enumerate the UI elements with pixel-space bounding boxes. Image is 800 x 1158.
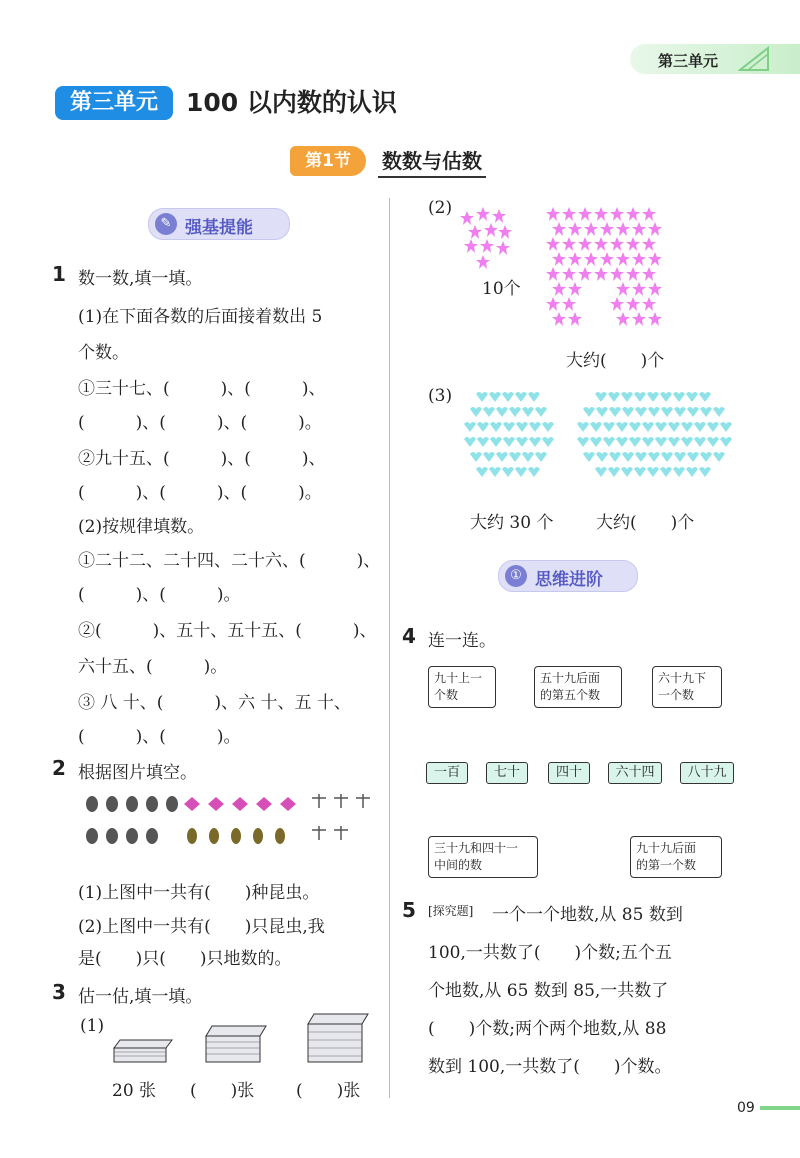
star-mark xyxy=(648,282,662,296)
heart-mark xyxy=(616,422,628,432)
star-mark xyxy=(464,239,478,253)
q1-l5b: ( )、( )。 xyxy=(78,727,241,747)
star-mark xyxy=(562,267,576,281)
q4-mid-box-0[interactable]: 一百 xyxy=(426,762,468,784)
heart-mark xyxy=(629,437,641,447)
heart-mark xyxy=(707,437,719,447)
heart-mark xyxy=(522,407,534,417)
heart-mark xyxy=(496,407,508,417)
heart-mark xyxy=(686,392,698,402)
q1-p1-a: (1)在下面各数的后面接着数出 5 xyxy=(78,307,323,327)
star-mark xyxy=(578,207,592,221)
heart-mark xyxy=(464,437,476,447)
heart-mark xyxy=(648,452,660,462)
q3-p1-label-2: ( )张 xyxy=(296,1081,361,1101)
heart-mark xyxy=(660,467,672,477)
q4-mid-box-3[interactable]: 六十四 xyxy=(608,762,662,784)
star-mark xyxy=(552,312,566,326)
heart-mark xyxy=(529,422,541,432)
page-bar xyxy=(760,1106,800,1110)
q5-tag: [探究题] xyxy=(428,904,474,918)
heart-mark xyxy=(522,452,534,462)
heart-mark xyxy=(634,392,646,402)
q4-bottom-box-1[interactable]: 九十九后面 的第一个数 xyxy=(630,836,722,878)
heart-mark xyxy=(694,437,706,447)
heart-mark xyxy=(699,467,711,477)
heart-mark xyxy=(609,407,621,417)
unit-tab-label: 第三单元 xyxy=(658,52,719,70)
q1-l3b: ( )、( )。 xyxy=(78,585,241,605)
heart-mark xyxy=(681,422,693,432)
heart-mark xyxy=(707,422,719,432)
star-mark xyxy=(552,222,566,236)
star-mark xyxy=(626,237,640,251)
page-number: 09 xyxy=(737,1100,755,1116)
q2-number: 2 xyxy=(52,756,66,780)
heart-mark xyxy=(694,422,706,432)
heart-mark xyxy=(674,407,686,417)
section-badge: 第1节 xyxy=(290,146,366,176)
heart-mark xyxy=(608,467,620,477)
star-mark xyxy=(584,252,598,266)
heart-mark xyxy=(502,467,514,477)
heart-mark xyxy=(583,452,595,462)
star-mark xyxy=(616,222,630,236)
heart-mark xyxy=(595,467,607,477)
star-mark xyxy=(492,209,506,223)
pill-basic xyxy=(148,208,290,240)
star-mark xyxy=(476,207,490,221)
heart-mark xyxy=(470,452,482,462)
q3-p2-ask: 大约( )个 xyxy=(566,351,665,371)
heart-mark xyxy=(720,422,732,432)
heart-mark xyxy=(502,392,514,402)
q5-l5: 数到 100,一共数了( )个数。 xyxy=(428,1057,672,1077)
heart-mark xyxy=(668,422,680,432)
q1-p1-b: 个数。 xyxy=(78,343,129,363)
heart-mark xyxy=(516,422,528,432)
q3-p3-ask: 大约( )个 xyxy=(596,513,695,533)
heart-mark xyxy=(528,467,540,477)
heart-mark xyxy=(681,437,693,447)
heart-mark xyxy=(603,437,615,447)
heart-mark xyxy=(476,467,488,477)
heart-mark xyxy=(483,407,495,417)
heart-mark xyxy=(503,437,515,447)
star-mark xyxy=(468,225,482,239)
star-mark xyxy=(594,207,608,221)
heart-mark xyxy=(535,452,547,462)
heart-mark xyxy=(713,407,725,417)
q4-top-box-2[interactable]: 六十九下 一个数 xyxy=(652,666,722,708)
heart-mark xyxy=(509,452,521,462)
pencil-icon: ✎ xyxy=(155,213,177,235)
star-mark xyxy=(546,297,560,311)
star-mark xyxy=(600,222,614,236)
section-title: 数数与估数 xyxy=(378,146,486,178)
star-mark xyxy=(632,252,646,266)
q1-l2b: ( )、( )、( )。 xyxy=(78,483,322,503)
heart-mark xyxy=(660,392,672,402)
heart-mark xyxy=(470,407,482,417)
unit-tab xyxy=(630,44,800,74)
heart-mark xyxy=(647,392,659,402)
q1-l1b: ( )、( )、( )。 xyxy=(78,413,322,433)
heart-mark xyxy=(668,437,680,447)
star-mark xyxy=(600,252,614,266)
star-mark xyxy=(552,252,566,266)
star-mark xyxy=(632,282,646,296)
star-mark xyxy=(578,267,592,281)
star-mark xyxy=(552,282,566,296)
star-mark xyxy=(626,297,640,311)
heart-mark xyxy=(648,407,660,417)
heart-mark xyxy=(700,407,712,417)
q2-title: 根据图片填空。 xyxy=(78,763,197,783)
heart-mark xyxy=(713,452,725,462)
heart-mark xyxy=(720,437,732,447)
star-mark xyxy=(648,222,662,236)
heart-mark xyxy=(635,452,647,462)
heart-mark xyxy=(687,407,699,417)
heart-mark xyxy=(635,407,647,417)
star-mark xyxy=(594,237,608,251)
star-mark xyxy=(476,255,490,269)
heart-mark xyxy=(477,422,489,432)
heart-mark xyxy=(596,407,608,417)
star-mark xyxy=(642,297,656,311)
star-mark xyxy=(610,297,624,311)
heart-mark xyxy=(490,422,502,432)
heart-mark xyxy=(622,407,634,417)
star-mark xyxy=(546,267,560,281)
heart-mark xyxy=(542,422,554,432)
q1-p2: (2)按规律填数。 xyxy=(78,517,205,537)
heart-mark xyxy=(476,392,488,402)
heart-mark xyxy=(687,452,699,462)
q3-p1-label-0: 20 张 xyxy=(112,1081,157,1101)
q1-l4b: 六十五、( )。 xyxy=(78,657,228,677)
q3-p1: (1) xyxy=(80,1016,105,1036)
q5-l3: 个地数,从 65 数到 85,一共数了 xyxy=(428,981,669,1001)
heart-mark xyxy=(596,452,608,462)
heart-mark xyxy=(483,452,495,462)
q1-l1a: ①三十七、( )、( )、 xyxy=(78,379,326,399)
medal-icon: ① xyxy=(505,565,527,587)
q1-title: 数一数,填一填。 xyxy=(78,269,203,289)
stars-image xyxy=(455,198,675,330)
heart-mark xyxy=(577,437,589,447)
q1-l5a: ③ 八 十、( )、六 十、五 十、 xyxy=(78,693,351,713)
star-mark xyxy=(496,241,510,255)
star-mark xyxy=(562,237,576,251)
star-mark xyxy=(642,207,656,221)
pill-advanced-label: 思维进阶 xyxy=(535,570,603,590)
pill-advanced xyxy=(498,560,638,592)
unit-badge: 第三单元 xyxy=(55,86,173,120)
heart-mark xyxy=(629,422,641,432)
q4-top-box-0[interactable]: 九十上一 个数 xyxy=(428,666,496,708)
pill-basic-label: 强基提能 xyxy=(185,218,253,238)
hearts-image xyxy=(455,388,745,488)
insects-image xyxy=(80,790,380,856)
star-mark xyxy=(626,267,640,281)
heart-mark xyxy=(661,452,673,462)
star-mark xyxy=(610,237,624,251)
heart-mark xyxy=(642,422,654,432)
heart-mark xyxy=(515,467,527,477)
star-mark xyxy=(648,252,662,266)
q3-p3: (3) xyxy=(428,386,453,406)
star-mark xyxy=(616,252,630,266)
heart-mark xyxy=(673,392,685,402)
heart-mark xyxy=(496,452,508,462)
q1-l2a: ②九十五、( )、( )、 xyxy=(78,449,326,469)
q4-mid-box-1[interactable]: 七十 xyxy=(486,762,528,784)
heart-mark xyxy=(603,422,615,432)
q4-number: 4 xyxy=(402,624,416,648)
q3-p1-label-1: ( )张 xyxy=(190,1081,255,1101)
column-divider xyxy=(389,198,390,1098)
heart-mark xyxy=(622,452,634,462)
q4-title: 连一连。 xyxy=(428,631,496,651)
heart-mark xyxy=(535,407,547,417)
heart-mark xyxy=(583,407,595,417)
heart-mark xyxy=(490,437,502,447)
heart-mark xyxy=(686,467,698,477)
star-mark xyxy=(584,222,598,236)
heart-mark xyxy=(516,437,528,447)
heart-mark xyxy=(489,467,501,477)
star-mark xyxy=(594,267,608,281)
star-mark xyxy=(498,225,512,239)
star-mark xyxy=(480,239,494,253)
heart-mark xyxy=(590,437,602,447)
star-mark xyxy=(642,237,656,251)
heart-mark xyxy=(609,452,621,462)
heart-mark xyxy=(699,392,711,402)
heart-mark xyxy=(700,452,712,462)
heart-mark xyxy=(621,467,633,477)
star-mark xyxy=(610,267,624,281)
heart-mark xyxy=(608,392,620,402)
q5-l1: 一个一个地数,从 85 数到 xyxy=(492,905,683,925)
heart-mark xyxy=(590,422,602,432)
q1-number: 1 xyxy=(52,262,66,286)
q1-l3a: ①二十二、二十四、二十六、( )、 xyxy=(78,551,381,571)
heart-mark xyxy=(529,437,541,447)
star-mark xyxy=(648,312,662,326)
star-mark xyxy=(546,207,560,221)
heart-mark xyxy=(673,467,685,477)
star-mark xyxy=(626,207,640,221)
heart-mark xyxy=(674,452,686,462)
heart-mark xyxy=(477,437,489,447)
heart-mark xyxy=(595,392,607,402)
star-mark xyxy=(546,237,560,251)
q3-p2: (2) xyxy=(428,198,453,218)
heart-mark xyxy=(655,437,667,447)
paper-stacks-image xyxy=(110,1010,370,1066)
star-mark xyxy=(568,252,582,266)
heart-mark xyxy=(642,437,654,447)
heart-mark xyxy=(528,392,540,402)
heart-mark xyxy=(655,422,667,432)
heart-mark xyxy=(464,422,476,432)
star-mark xyxy=(568,312,582,326)
q5-number: 5 xyxy=(402,898,416,922)
heart-mark xyxy=(661,407,673,417)
star-mark xyxy=(484,223,498,237)
q5-l2: 100,一共数了( )个数;五个五 xyxy=(428,943,672,963)
star-mark xyxy=(562,297,576,311)
unit-title: 100 以内数的认识 xyxy=(186,88,397,117)
star-mark xyxy=(642,267,656,281)
heart-mark xyxy=(634,467,646,477)
q2-b2: 是( )只( )只地数的。 xyxy=(78,949,292,969)
q4-top-box-1[interactable]: 五十九后面 的第五个数 xyxy=(534,666,622,708)
star-mark xyxy=(568,222,582,236)
heart-mark xyxy=(489,392,501,402)
heart-mark xyxy=(616,437,628,447)
q4-bottom-box-0[interactable]: 三十九和四十一 中间的数 xyxy=(428,836,538,878)
triangle-ruler-icon xyxy=(738,46,772,72)
q3-number: 3 xyxy=(52,980,66,1004)
star-mark xyxy=(616,312,630,326)
q4-mid-box-2[interactable]: 四十 xyxy=(548,762,590,784)
heart-mark xyxy=(503,422,515,432)
heart-mark xyxy=(577,422,589,432)
q3-p2-known: 10个 xyxy=(482,279,521,299)
star-mark xyxy=(632,312,646,326)
star-mark xyxy=(610,207,624,221)
q2-b1: (2)上图中一共有( )只昆虫,我 xyxy=(78,917,325,937)
star-mark xyxy=(568,282,582,296)
heart-mark xyxy=(542,437,554,447)
star-mark xyxy=(578,237,592,251)
star-mark xyxy=(460,211,474,225)
q4-mid-box-4[interactable]: 八十九 xyxy=(680,762,734,784)
q2-a: (1)上图中一共有( )种昆虫。 xyxy=(78,883,320,903)
q1-l4a: ②( )、五十、五十五、( )、 xyxy=(78,621,377,641)
star-mark xyxy=(632,222,646,236)
heart-mark xyxy=(515,392,527,402)
heart-mark xyxy=(509,407,521,417)
star-mark xyxy=(562,207,576,221)
heart-mark xyxy=(647,467,659,477)
q5-l4: ( )个数;两个两个地数,从 88 xyxy=(428,1019,667,1039)
q3-title: 估一估,填一填。 xyxy=(78,987,203,1007)
star-mark xyxy=(616,282,630,296)
heart-mark xyxy=(621,392,633,402)
q3-p3-known: 大约 30 个 xyxy=(470,513,554,533)
